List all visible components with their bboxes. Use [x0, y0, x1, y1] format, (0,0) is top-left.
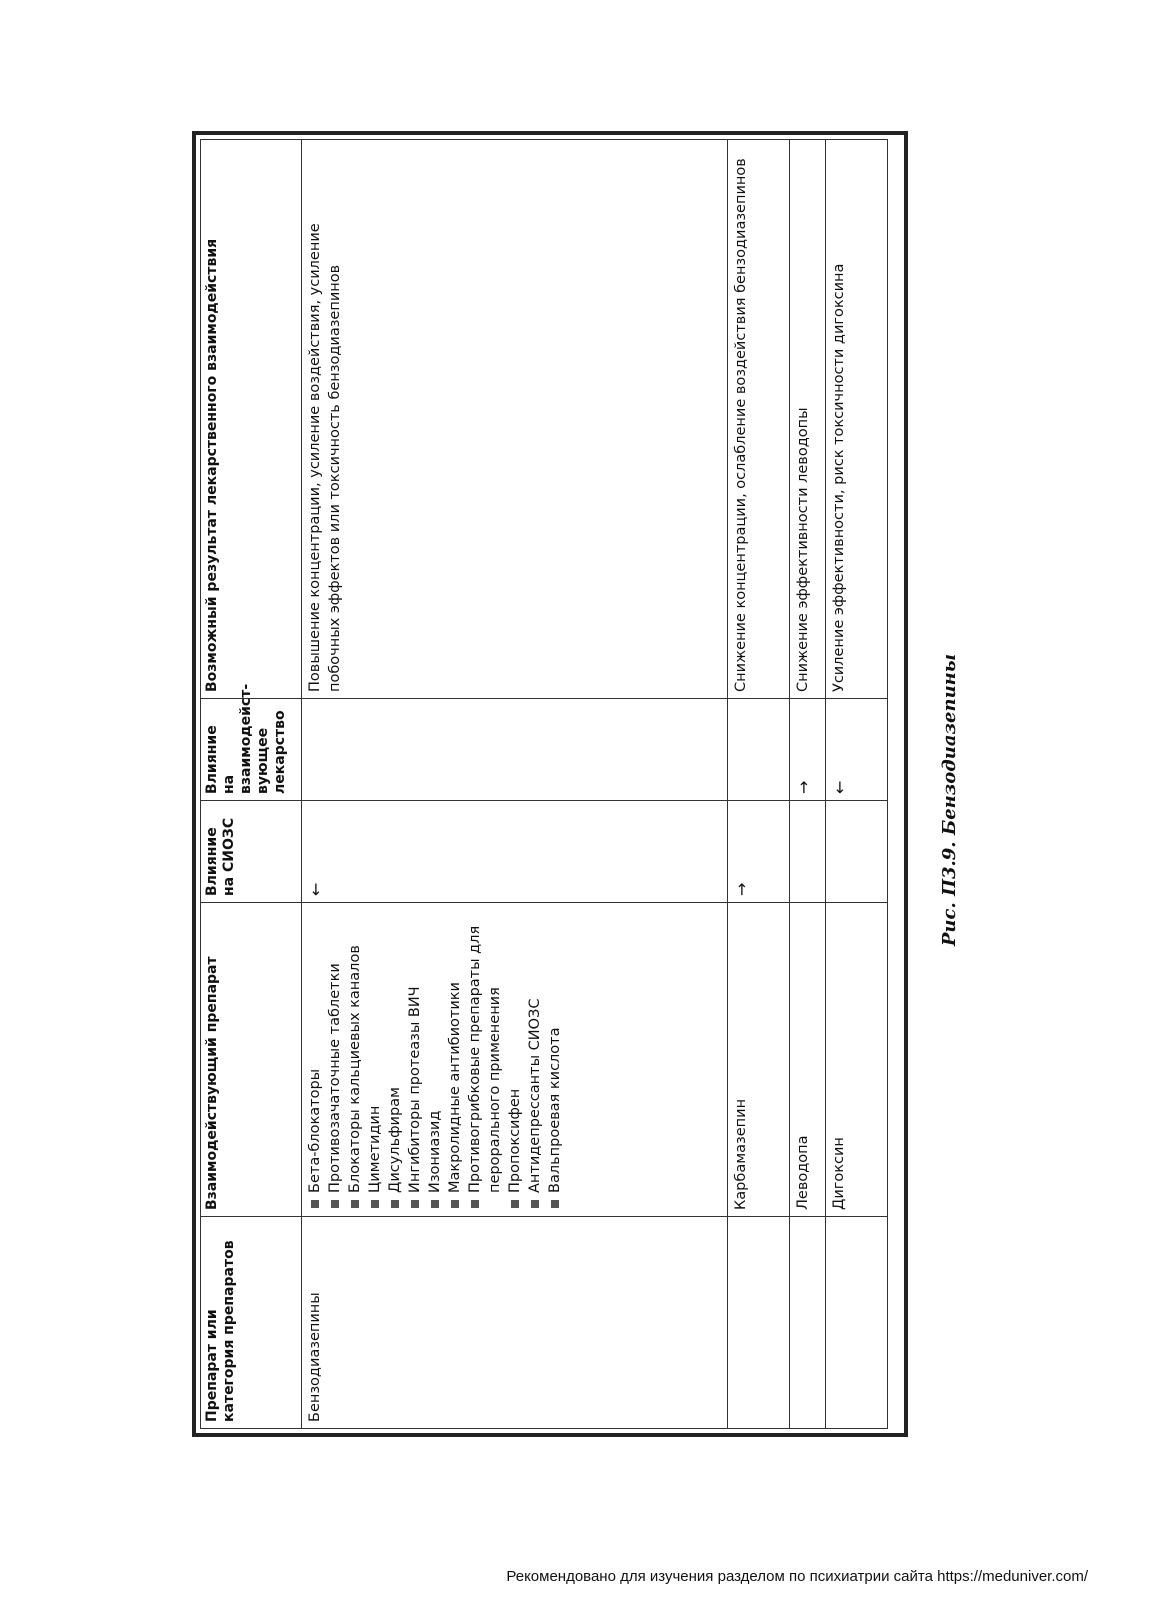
- drug-interaction-table: [200, 139, 888, 1429]
- header-result: Возможный результат лекарственного взаимодействия: [201, 140, 302, 699]
- row-drugs: [302, 903, 728, 1217]
- header-interacting-drug: Взаимодействующий препарат: [201, 903, 302, 1217]
- footer-note: Рекомендовано для изучения разделом по психиатрии сайта https://meduniver.com/: [506, 1568, 1088, 1585]
- row-result: Снижение концентрации, ослабление воздействия бензодиазепинов: [728, 140, 790, 699]
- list-item: Макролидные антибиотики: [445, 909, 465, 1210]
- arrow-left-icon: ←: [830, 780, 849, 794]
- list-item: Пропоксифен: [505, 909, 525, 1210]
- row-result: Повышение концентрации, усиление воздействия, усиление побочных эффектов или токсичность бензодиазепинов: [302, 140, 728, 699]
- list-item: Дисульфирам: [385, 909, 405, 1210]
- list-item: Ингибиторы протеазы ВИЧ: [405, 909, 425, 1210]
- figure-caption: [920, 630, 980, 970]
- list-item: Противогрибковые препараты для перорального применения: [465, 909, 505, 1210]
- header-effect-ssri: Влияние на СИОЗС: [201, 801, 302, 903]
- row-result: Снижение эффективности леводопы: [790, 140, 826, 699]
- row-effect-drug: [790, 699, 826, 801]
- table-row: [302, 140, 728, 1429]
- list-item: Бета-блокаторы: [305, 909, 325, 1210]
- row-category: [728, 1217, 790, 1429]
- table-row: [826, 140, 888, 1429]
- header-effect-drug: Влияние на взаимодейст-вующее лекарство: [201, 699, 302, 801]
- figure-caption-text: Рис. П3.9. Бензодиазепины: [939, 653, 960, 947]
- row-category: Бензодиазепины: [302, 1217, 728, 1429]
- row-category: [790, 1217, 826, 1429]
- drug-list: [305, 909, 565, 1210]
- list-item: Вальпроевая кислота: [545, 909, 565, 1210]
- list-item: Антидепрессанты СИОЗС: [525, 909, 545, 1210]
- list-item: Изониазид: [425, 909, 445, 1210]
- row-effect-drug: [302, 699, 728, 801]
- list-item: Блокаторы кальциевых каналов: [345, 909, 365, 1210]
- row-drugs: Карбамазепин: [728, 903, 790, 1217]
- arrow-left-icon: ←: [306, 882, 325, 896]
- row-result: Усиление эффективности, риск токсичности дигоксина: [826, 140, 888, 699]
- row-drugs: Дигоксин: [826, 903, 888, 1217]
- list-item: Циметидин: [365, 909, 385, 1210]
- row-effect-ssri: [302, 801, 728, 903]
- row-category: [826, 1217, 888, 1429]
- list-item: Противозачаточные таблетки: [325, 909, 345, 1210]
- row-effect-ssri: [728, 801, 790, 903]
- header-category: Препарат или категория препаратов: [201, 1217, 302, 1429]
- row-drugs: Леводопа: [790, 903, 826, 1217]
- row-effect-ssri: [826, 801, 888, 903]
- rotated-table-container: [200, 139, 900, 1429]
- table-row: [790, 140, 826, 1429]
- row-effect-drug: [826, 699, 888, 801]
- table-row: [728, 140, 790, 1429]
- header-row: [201, 140, 302, 1429]
- arrow-right-icon: →: [794, 780, 813, 794]
- row-effect-ssri: [790, 801, 826, 903]
- arrow-right-icon: →: [732, 882, 751, 896]
- row-effect-drug: [728, 699, 790, 801]
